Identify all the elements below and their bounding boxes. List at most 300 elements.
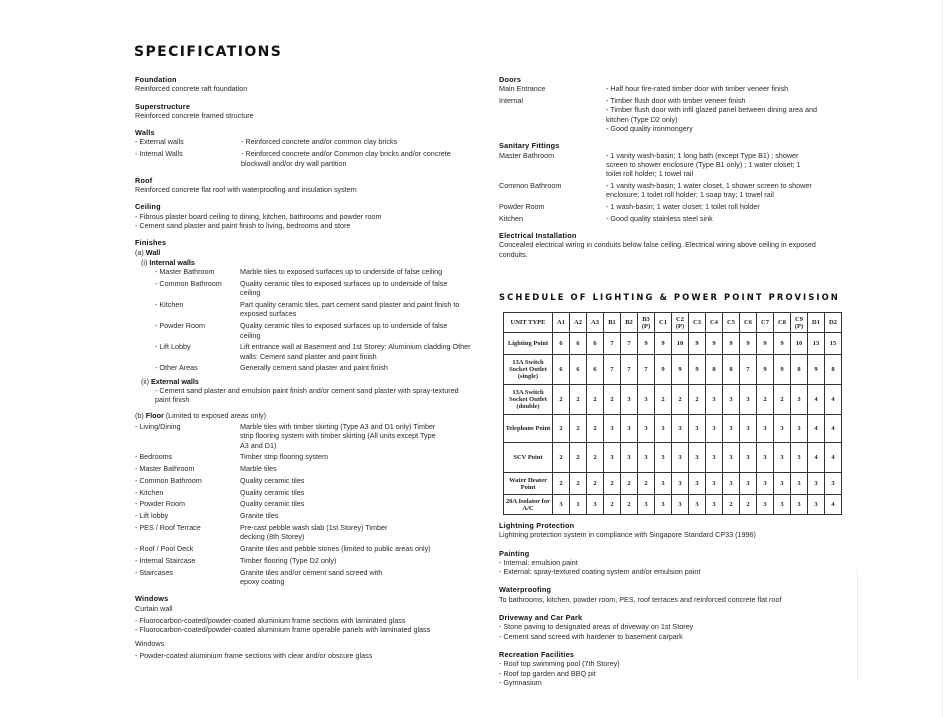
external-heading: External walls xyxy=(150,376,199,386)
section-text: Reinforced concrete flat roof with waterproofing and insulation system xyxy=(135,185,357,195)
schedule-cell: 3 xyxy=(740,415,757,443)
schedule-cell: 3 xyxy=(791,473,808,495)
spec-row xyxy=(135,452,475,461)
section-line: - Roof top swimming pool (7th Storey) xyxy=(499,659,620,669)
spec-row xyxy=(499,96,829,133)
schedule-cell: 2 xyxy=(757,385,774,415)
unit-type-column-header: C2 (P) xyxy=(672,313,689,333)
spec-row xyxy=(155,363,475,372)
schedule-cell: 3 xyxy=(672,473,689,495)
spec-row xyxy=(499,202,829,211)
section-heading: Foundation xyxy=(135,75,177,84)
spec-row xyxy=(155,342,475,361)
floor-heading: Floor xyxy=(145,410,164,420)
schedule-cell: 2 xyxy=(604,495,621,515)
schedule-row xyxy=(504,333,842,355)
spec-label: - Internal Walls xyxy=(135,149,183,159)
external-walls-text: - Cement sand plaster and emulsion paint finish and/or cement sand plaster with spray-textured paint finish xyxy=(155,386,459,405)
spec-label: - Internal Staircase xyxy=(135,555,196,565)
spec-value: - 1 vanity wash-basin; 1 long bath (except Type B1) ; shower screen to shower enclosure (Type B1 only) ; 1 water closet; 1 toilet roll holder; 1 towel rail xyxy=(606,150,801,179)
section-line: - Powder-coated aluminium frame sections with clear and/or obscure glass xyxy=(135,650,373,660)
section-heading: Finishes xyxy=(135,238,167,248)
spec-label: - Kitchen xyxy=(155,300,184,310)
schedule-cell: 2 xyxy=(621,473,638,495)
schedule-cell: 3 xyxy=(757,415,774,443)
section-line: - Cement sand plaster and paint finish to living, bedrooms and store xyxy=(135,221,351,231)
schedule-row-label: Water Heater Point xyxy=(504,473,553,495)
spec-row xyxy=(135,499,475,508)
schedule-cell: 3 xyxy=(774,415,791,443)
section-lightning-protection xyxy=(499,521,829,540)
schedule-cell: 3 xyxy=(791,385,808,415)
schedule-cell: 2 xyxy=(587,415,604,443)
schedule-cell: 3 xyxy=(621,415,638,443)
spec-row xyxy=(135,544,475,553)
unit-type-column-header: C4 xyxy=(706,313,723,333)
section-heading: Roof xyxy=(135,175,153,185)
spec-value: - Good quality stainless steel sink xyxy=(606,213,713,223)
schedule-cell: 13 xyxy=(808,333,825,355)
unit-type-column-header: D2 xyxy=(825,313,842,333)
section-text: Concealed electrical wiring in conduits below false ceiling. Electrical wiring above ceiling in exposed conduits. xyxy=(499,240,816,259)
section-heading: Lightning Protection xyxy=(499,521,575,530)
wall-heading: Wall xyxy=(145,247,161,257)
spec-row xyxy=(135,556,475,565)
schedule-header-row xyxy=(504,313,842,333)
schedule-cell: 3 xyxy=(723,385,740,415)
spec-label: Common Bathroom xyxy=(499,180,562,190)
schedule-row-label: SCV Point xyxy=(504,443,553,473)
schedule-cell: 7 xyxy=(604,355,621,385)
unit-type-column-header: C6 xyxy=(740,313,757,333)
spec-value: Quality ceramic tiles xyxy=(240,475,305,485)
schedule-cell: 4 xyxy=(825,443,842,473)
schedule-cell: 3 xyxy=(774,443,791,473)
schedule-cell: 3 xyxy=(604,443,621,473)
spec-value: Quality ceramic tiles to exposed surfaces up to underside of false ceiling xyxy=(240,321,448,340)
section-finishes xyxy=(135,238,475,586)
schedule-cell: 2 xyxy=(740,495,757,515)
schedule-cell: 3 xyxy=(672,415,689,443)
spec-row xyxy=(499,181,829,200)
schedule-cell: 2 xyxy=(587,385,604,415)
section-ceiling xyxy=(135,202,475,230)
schedule-row-label: 13A Switch Socket Outlet (double) xyxy=(504,385,553,415)
schedule-cell: 9 xyxy=(740,333,757,355)
spec-value: - Reinforced concrete and/or common clay bricks xyxy=(241,137,398,147)
section-electrical xyxy=(499,231,829,259)
spec-value: - Reinforced concrete and/or Common clay bricks and/or concrete blockwall and/or dry wall partition xyxy=(241,149,451,168)
schedule-cell: 3 xyxy=(655,473,672,495)
section-line: - Gymnasium xyxy=(499,677,542,687)
spec-label: - Powder Room xyxy=(155,321,205,331)
spec-label: - External walls xyxy=(135,137,184,147)
schedule-table xyxy=(503,312,842,515)
schedule-cell: 3 xyxy=(604,415,621,443)
spec-label: Main Entrance xyxy=(499,84,546,94)
section-line: - Cement sand screed with hardener to basement carpark xyxy=(499,631,683,641)
spec-value: Granite tiles and pebble stones (limited to public areas only) xyxy=(240,544,431,554)
spec-value: - Half hour fire-rated timber door with timber veneer finish xyxy=(606,84,789,94)
schedule-row xyxy=(504,355,842,385)
spec-row xyxy=(135,476,475,485)
floor-list xyxy=(135,422,475,586)
floor-prefix: (b) xyxy=(135,410,144,420)
schedule-row-label: Telephone Point xyxy=(504,415,553,443)
schedule-cell: 4 xyxy=(825,385,842,415)
unit-type-column-header: B3 (P) xyxy=(638,313,655,333)
spec-row xyxy=(135,149,475,168)
schedule-cell: 2 xyxy=(570,473,587,495)
schedule-cell: 2 xyxy=(638,473,655,495)
schedule-title: SCHEDULE OF LIGHTING & POWER POINT PROVISION xyxy=(499,292,840,302)
spec-value: Quality ceramic tiles to exposed surfaces up to underside of false ceiling xyxy=(240,279,448,298)
schedule-cell: 3 xyxy=(740,473,757,495)
spec-row xyxy=(499,151,829,179)
section-driveway xyxy=(499,613,829,641)
spec-label: Powder Room xyxy=(499,202,545,212)
schedule-cell: 2 xyxy=(553,443,570,473)
schedule-cell: 9 xyxy=(706,333,723,355)
schedule-cell: 3 xyxy=(791,495,808,515)
schedule-cell: 3 xyxy=(825,473,842,495)
schedule-cell: 3 xyxy=(638,495,655,515)
section-text: Reinforced concrete framed structure xyxy=(135,110,254,120)
spec-value: Granite tiles and/or cement sand screed with epoxy coating xyxy=(240,567,383,587)
schedule-cell: 3 xyxy=(808,473,825,495)
schedule-cell: 3 xyxy=(689,415,706,443)
spec-values xyxy=(606,96,829,133)
spec-value: Lift entrance wall at Basement and 1st Storey: Aluminium cladding Other walls: Cement sand plaster and paint finish xyxy=(240,342,471,361)
schedule-cell: 3 xyxy=(757,473,774,495)
external-walls-subheading xyxy=(135,377,475,386)
schedule-cell: 3 xyxy=(706,415,723,443)
internal-heading: Internal walls xyxy=(149,257,195,267)
unit-type-column-header: B1 xyxy=(604,313,621,333)
spec-row xyxy=(155,267,475,276)
spec-row xyxy=(135,137,475,146)
schedule-cell: 3 xyxy=(621,385,638,415)
schedule-cell: 3 xyxy=(774,495,791,515)
section-line: - Internal: emulsion paint xyxy=(499,557,578,567)
section-heading: Superstructure xyxy=(135,101,191,111)
section-heading: Walls xyxy=(135,128,155,138)
schedule-body xyxy=(504,333,842,515)
page-fold-line xyxy=(857,570,858,680)
section-line: - Fibrous plaster board ceiling to dining, kitchen, bathrooms and powder room xyxy=(135,211,382,221)
spec-value: Quality ceramic tiles xyxy=(240,499,305,509)
spec-label: - Powder Room xyxy=(135,499,185,509)
schedule-cell: 2 xyxy=(570,443,587,473)
spec-row xyxy=(135,464,475,473)
schedule-cell: 9 xyxy=(689,355,706,385)
schedule-cell: 9 xyxy=(774,355,791,385)
schedule-cell: 3 xyxy=(791,443,808,473)
schedule-cell: 3 xyxy=(791,415,808,443)
schedule-cell: 10 xyxy=(672,333,689,355)
schedule-cell: 8 xyxy=(825,355,842,385)
section-roof xyxy=(135,176,475,195)
schedule-cell: 8 xyxy=(706,355,723,385)
schedule-cell: 3 xyxy=(621,443,638,473)
section-heading: Driveway and Car Park xyxy=(499,613,583,623)
schedule-cell: 2 xyxy=(672,385,689,415)
spec-row xyxy=(135,488,475,497)
section-superstructure xyxy=(135,102,475,121)
wall-subheading xyxy=(135,248,475,257)
section-heading: Windows xyxy=(135,594,169,604)
schedule-cell: 2 xyxy=(570,385,587,415)
internal-prefix: (i) xyxy=(141,257,148,267)
right-column xyxy=(499,75,829,267)
section-doors xyxy=(499,75,829,133)
schedule-cell: 6 xyxy=(570,333,587,355)
section-line: - Stone paving to designated areas of driveway on 1st Storey xyxy=(499,622,694,632)
section-line: To bathrooms, kitchen, powder room, PES, roof terraces and reinforced concrete flat roof xyxy=(499,594,782,604)
schedule-cell: 15 xyxy=(825,333,842,355)
spec-label: Kitchen xyxy=(499,213,523,223)
schedule-cell: 6 xyxy=(570,355,587,385)
schedule-cell: 1 xyxy=(570,495,587,515)
spec-row xyxy=(155,300,475,319)
section-line: - Fluorocarbon-coated/powder-coated aluminium frame operable panels with laminated glass xyxy=(135,625,431,635)
schedule-cell: 4 xyxy=(808,385,825,415)
schedule-cell: 2 xyxy=(553,415,570,443)
curtain-wall-label: Curtain wall xyxy=(135,603,173,613)
section-heading: Doors xyxy=(499,75,522,84)
schedule-cell: 7 xyxy=(621,333,638,355)
schedule-cell: 3 xyxy=(553,495,570,515)
spec-row xyxy=(135,568,475,587)
section-heading: Recreation Facilities xyxy=(499,649,575,659)
spec-row xyxy=(499,84,829,93)
schedule-cell: 2 xyxy=(621,495,638,515)
schedule-cell: 2 xyxy=(570,415,587,443)
spec-label: - Master Bathroom xyxy=(155,267,215,277)
schedule-cell: 2 xyxy=(587,473,604,495)
schedule-cell: 9 xyxy=(689,333,706,355)
schedule-cell: 9 xyxy=(774,333,791,355)
schedule-cell: 3 xyxy=(638,415,655,443)
schedule-cell: 2 xyxy=(553,385,570,415)
schedule-cell: 8 xyxy=(723,355,740,385)
spec-label: - Roof / Pool Deck xyxy=(135,544,194,554)
unit-type-column-header: A3 xyxy=(587,313,604,333)
unit-type-column-header: D1 xyxy=(808,313,825,333)
spec-value: Marble tiles with timber skirting (Type A3 and D1 only) Timber strip flooring system with timber skirting (All units except Type A3 and D1) xyxy=(240,421,436,450)
spec-row xyxy=(135,511,475,520)
spec-label: - PES / Roof Terrace xyxy=(135,523,201,533)
spec-value: Generally cement sand plaster and paint finish xyxy=(240,363,388,373)
unit-type-column-header: A1 xyxy=(553,313,570,333)
schedule-cell: 2 xyxy=(774,385,791,415)
schedule-cell: 3 xyxy=(757,495,774,515)
section-walls xyxy=(135,128,475,168)
spec-value: Pre-cast pebble wash slab (1st Storey) Timber decking (8th Storey) xyxy=(240,523,388,542)
schedule-cell: 3 xyxy=(774,473,791,495)
spec-line: - Timber flush door with timber veneer finish xyxy=(606,96,746,106)
schedule-cell: 9 xyxy=(638,333,655,355)
schedule-cell: 3 xyxy=(808,495,825,515)
spec-label: - Other Areas xyxy=(155,363,198,373)
schedule-cell: 3 xyxy=(587,495,604,515)
spec-row xyxy=(135,422,475,450)
schedule-cell: 9 xyxy=(723,333,740,355)
schedule-row xyxy=(504,473,842,495)
spec-label: - Kitchen xyxy=(135,487,164,497)
schedule-cell: 3 xyxy=(740,385,757,415)
schedule-cell: 7 xyxy=(740,355,757,385)
schedule-cell: 3 xyxy=(689,443,706,473)
unit-type-column-header: C9 (P) xyxy=(791,313,808,333)
unit-type-column-header: B2 xyxy=(621,313,638,333)
schedule-cell: 2 xyxy=(587,443,604,473)
schedule-cell: 3 xyxy=(655,443,672,473)
section-heading: Sanitary Fittings xyxy=(499,141,560,151)
section-line: - Fluorocarbon-coated/powder-coated aluminium frame sections with laminated glass xyxy=(135,615,406,625)
section-heading: Waterproofing xyxy=(499,585,552,595)
spec-label: - Lift lobby xyxy=(135,511,169,521)
schedule-cell: 6 xyxy=(553,355,570,385)
page-title: SPECIFICATIONS xyxy=(134,44,283,60)
section-recreation xyxy=(499,650,829,687)
schedule-cell: 7 xyxy=(604,333,621,355)
spec-line: - Timber flush door with infil glazed panel between dining area and kitchen (Type D2 only) xyxy=(606,105,817,124)
schedule-cell: 6 xyxy=(587,355,604,385)
schedule-row xyxy=(504,385,842,415)
section-heading: Ceiling xyxy=(135,202,161,212)
schedule-cell: 4 xyxy=(825,415,842,443)
schedule-cell: 9 xyxy=(672,355,689,385)
spec-label: - Bedrooms xyxy=(135,452,173,462)
spec-value: Marble tiles xyxy=(240,464,277,474)
spec-row xyxy=(135,523,475,542)
unit-type-column-header: A2 xyxy=(570,313,587,333)
windows-label: Windows xyxy=(135,638,165,648)
schedule-cell: 2 xyxy=(553,473,570,495)
unit-type-column-header: C8 xyxy=(774,313,791,333)
schedule-cell: 6 xyxy=(553,333,570,355)
schedule-cell: 9 xyxy=(655,355,672,385)
schedule-cell: 3 xyxy=(655,495,672,515)
section-sanitary-fittings xyxy=(499,141,829,223)
floor-note: (Limited to exposed areas only) xyxy=(165,410,267,420)
internal-walls-list xyxy=(135,267,475,372)
spec-value: Marble tiles to exposed surfaces up to underside of false ceiling xyxy=(240,267,443,277)
schedule-cell: 4 xyxy=(808,443,825,473)
unit-type-column-header: C3 xyxy=(689,313,706,333)
section-line: Lightning protection system in compliance with Singapore Standard CP33 (1996) xyxy=(499,530,756,540)
section-text: Reinforced concrete raft foundation xyxy=(135,84,248,94)
unit-type-column-header: C7 xyxy=(757,313,774,333)
schedule-cell: 2 xyxy=(604,385,621,415)
spec-label: - Staircases xyxy=(135,567,173,577)
schedule-cell: 9 xyxy=(757,355,774,385)
schedule-cell: 3 xyxy=(638,443,655,473)
spec-row xyxy=(499,214,829,223)
wall-prefix: (a) xyxy=(135,247,144,257)
schedule-cell: 7 xyxy=(621,355,638,385)
schedule-cell: 8 xyxy=(791,355,808,385)
schedule-cell: 3 xyxy=(757,443,774,473)
schedule-cell: 9 xyxy=(655,333,672,355)
section-windows xyxy=(135,594,475,660)
spec-line: - Good quality ironmongery xyxy=(606,123,693,133)
section-foundation xyxy=(135,75,475,94)
schedule-cell: 3 xyxy=(638,385,655,415)
schedule-cell: 3 xyxy=(706,473,723,495)
schedule-cell: 10 xyxy=(791,333,808,355)
schedule-cell: 2 xyxy=(689,385,706,415)
schedule-cell: 2 xyxy=(604,473,621,495)
lower-right-sections xyxy=(499,521,829,696)
section-line: - Roof top garden and BBQ pit xyxy=(499,668,596,678)
schedule-cell: 3 xyxy=(689,473,706,495)
spec-value: Granite tiles xyxy=(240,511,279,521)
external-prefix: (ii) xyxy=(141,376,149,386)
schedule-row-label: Lighting Point xyxy=(504,333,553,355)
spec-value: - 1 vanity wash-basin; 1 water closet, 1 shower screen to shower enclosure; 1 toilet roll holder; 1 soap tray; 1 towel rail xyxy=(606,180,812,200)
internal-walls-subheading xyxy=(135,258,475,267)
schedule-cell: 9 xyxy=(808,355,825,385)
schedule-row-label: 20A Isolator for A/C xyxy=(504,495,553,515)
schedule-cell: 3 xyxy=(706,495,723,515)
spec-row xyxy=(155,321,475,340)
schedule-cell: 3 xyxy=(706,385,723,415)
schedule-row xyxy=(504,495,842,515)
floor-subheading xyxy=(135,411,475,420)
spec-value: - 1 wash-basin; 1 water closet; 1 toilet roll holder xyxy=(606,202,760,212)
section-line: - External: spray-textured coating system and/or emulsion paint xyxy=(499,567,701,577)
schedule-cell: 3 xyxy=(723,415,740,443)
unit-type-header: UNIT TYPE xyxy=(504,313,553,333)
schedule-cell: 3 xyxy=(655,415,672,443)
spec-value: Quality ceramic tiles xyxy=(240,487,305,497)
schedule-row-label: 13A Switch Socket Outlet (single) xyxy=(504,355,553,385)
schedule-cell: 4 xyxy=(808,415,825,443)
left-column xyxy=(135,75,475,668)
section-heading: Painting xyxy=(499,548,530,558)
section-waterproofing xyxy=(499,585,829,604)
spec-value: Timber flooring (Type D2 only) xyxy=(240,555,337,565)
schedule-cell: 3 xyxy=(672,495,689,515)
schedule-cell: 3 xyxy=(689,495,706,515)
schedule-cell: 3 xyxy=(723,443,740,473)
schedule-cell: 3 xyxy=(740,443,757,473)
schedule-cell: 7 xyxy=(638,355,655,385)
section-painting xyxy=(499,549,829,577)
spec-label: Internal xyxy=(499,96,523,106)
section-heading: Electrical Installation xyxy=(499,231,577,241)
spec-label: - Common Bathroom xyxy=(155,279,222,289)
spec-label: Master Bathroom xyxy=(499,150,555,160)
schedule-cell: 2 xyxy=(655,385,672,415)
unit-type-column-header: C5 xyxy=(723,313,740,333)
schedule-cell: 3 xyxy=(672,443,689,473)
schedule-cell: 3 xyxy=(706,443,723,473)
spec-label: - Lift Lobby xyxy=(155,342,191,352)
schedule-cell: 2 xyxy=(723,495,740,515)
schedule-cell: 3 xyxy=(723,473,740,495)
spec-value: Part quality ceramic tiles, part cement sand plaster and paint finish to exposed surfaces xyxy=(240,300,460,319)
schedule-row xyxy=(504,443,842,473)
spec-label: - Master Bathroom xyxy=(135,464,195,474)
schedule-cell: 9 xyxy=(757,333,774,355)
spec-label: - Common Bathroom xyxy=(135,475,202,485)
schedule-cell: 6 xyxy=(587,333,604,355)
spec-row xyxy=(155,279,475,298)
unit-type-column-header: C1 xyxy=(655,313,672,333)
